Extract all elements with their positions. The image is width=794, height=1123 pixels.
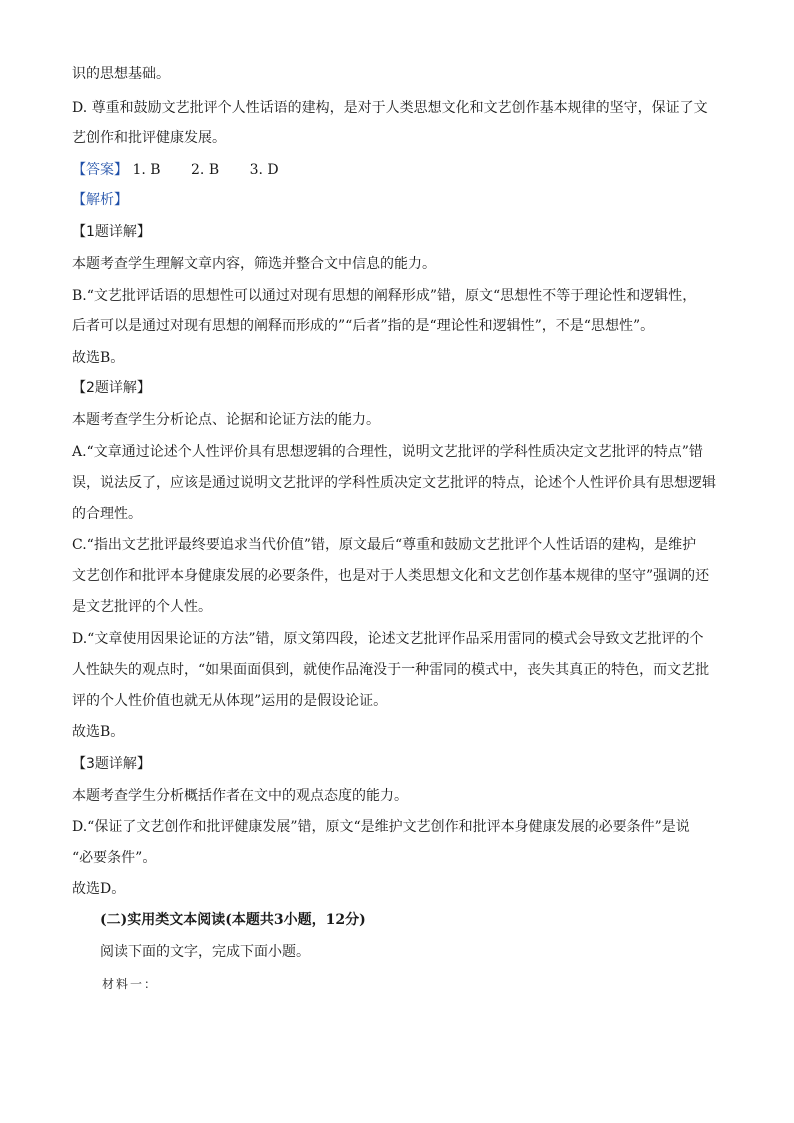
text-line: 本题考查学生理解文章内容，筛选并整合文中信息的能力。 bbox=[72, 256, 436, 272]
text-line: 是文艺批评的个人性。 bbox=[72, 599, 212, 615]
q3-heading: 【3题详解】 bbox=[72, 756, 151, 772]
section-heading: (二)实用类文本阅读(本题共3小题，12分) bbox=[100, 912, 366, 928]
material-label: 材料一： bbox=[102, 977, 159, 991]
text-line: 艺创作和批评健康发展。 bbox=[72, 130, 226, 146]
text-line: B.“文艺批评话语的思想性可以通过对现有思想的阐释形成”错，原文“思想性不等于理论性和逻辑性， bbox=[72, 288, 697, 304]
text-line: 本题考查学生分析论点、论据和论证方法的能力。 bbox=[72, 412, 380, 428]
option-d-text: D. 尊重和鼓励文艺批评个人性话语的建构，是对于人类思想文化和文艺创作基本规律的坚守，保证了文 bbox=[72, 100, 708, 116]
text-line: 故选D。 bbox=[72, 881, 126, 897]
text-line: D.“保证了文艺创作和批评健康发展”错，原文“是维护文艺创作和批评本身健康发展的必要条件”是说 bbox=[72, 819, 690, 835]
text-line: 人性缺失的观点时，“如果面面俱到，就使作品淹没于一种雷同的模式中，丧失其真正的特色，而文艺批 bbox=[72, 662, 710, 678]
text-line: C.“指出文艺批评最终要追求当代价值”错，原文最后“尊重和鼓励文艺批评个人性话语的建构，是维护 bbox=[72, 537, 697, 553]
answer-item: 1. B bbox=[132, 162, 161, 178]
text-line: “必要条件”。 bbox=[72, 850, 157, 866]
q1-heading: 【1题详解】 bbox=[72, 224, 151, 240]
text-line: 的合理性。 bbox=[72, 506, 142, 522]
text-line: A.“文章通过论述个人性评价具有思想逻辑的合理性，说明文艺批评的学科性质决定文艺批评的特点”错 bbox=[72, 444, 703, 460]
q2-heading: 【2题详解】 bbox=[72, 380, 151, 396]
text-line: D.“文章使用因果论证的方法”错，原文第四段，论述文艺批评作品采用雷同的模式会导致文艺批评的个 bbox=[72, 631, 704, 647]
text-line: 识的思想基础。 bbox=[72, 66, 170, 82]
text-line: 评的个人性价值也就无从体现”运用的是假设论证。 bbox=[72, 693, 388, 709]
text-line: 误，说法反了，应该是通过说明文艺批评的学科性质决定文艺批评的特点，论述个人性评价具有思想逻辑 bbox=[72, 475, 716, 491]
answer-label: 【答案】 bbox=[72, 162, 128, 178]
text-line: 文艺创作和批评本身健康发展的必要条件，也是对于人类思想文化和文艺创作基本规律的坚守”强调的还 bbox=[72, 568, 710, 584]
text-line: 故选B。 bbox=[72, 350, 125, 366]
answer-item: 2. B bbox=[191, 162, 220, 178]
text-line: 故选B。 bbox=[72, 724, 125, 740]
text-line: 后者可以是通过对现有思想的阐释而形成的”“后者”指的是“理论性和逻辑性”，不是“思想性”。 bbox=[72, 318, 655, 334]
answer-line bbox=[72, 160, 732, 180]
answer-item: 3. D bbox=[249, 162, 279, 178]
analysis-label: 【解析】 bbox=[72, 192, 128, 208]
instruction-text: 阅读下面的文字，完成下面小题。 bbox=[100, 944, 310, 960]
text-line: 本题考查学生分析概括作者在文中的观点态度的能力。 bbox=[72, 788, 408, 804]
